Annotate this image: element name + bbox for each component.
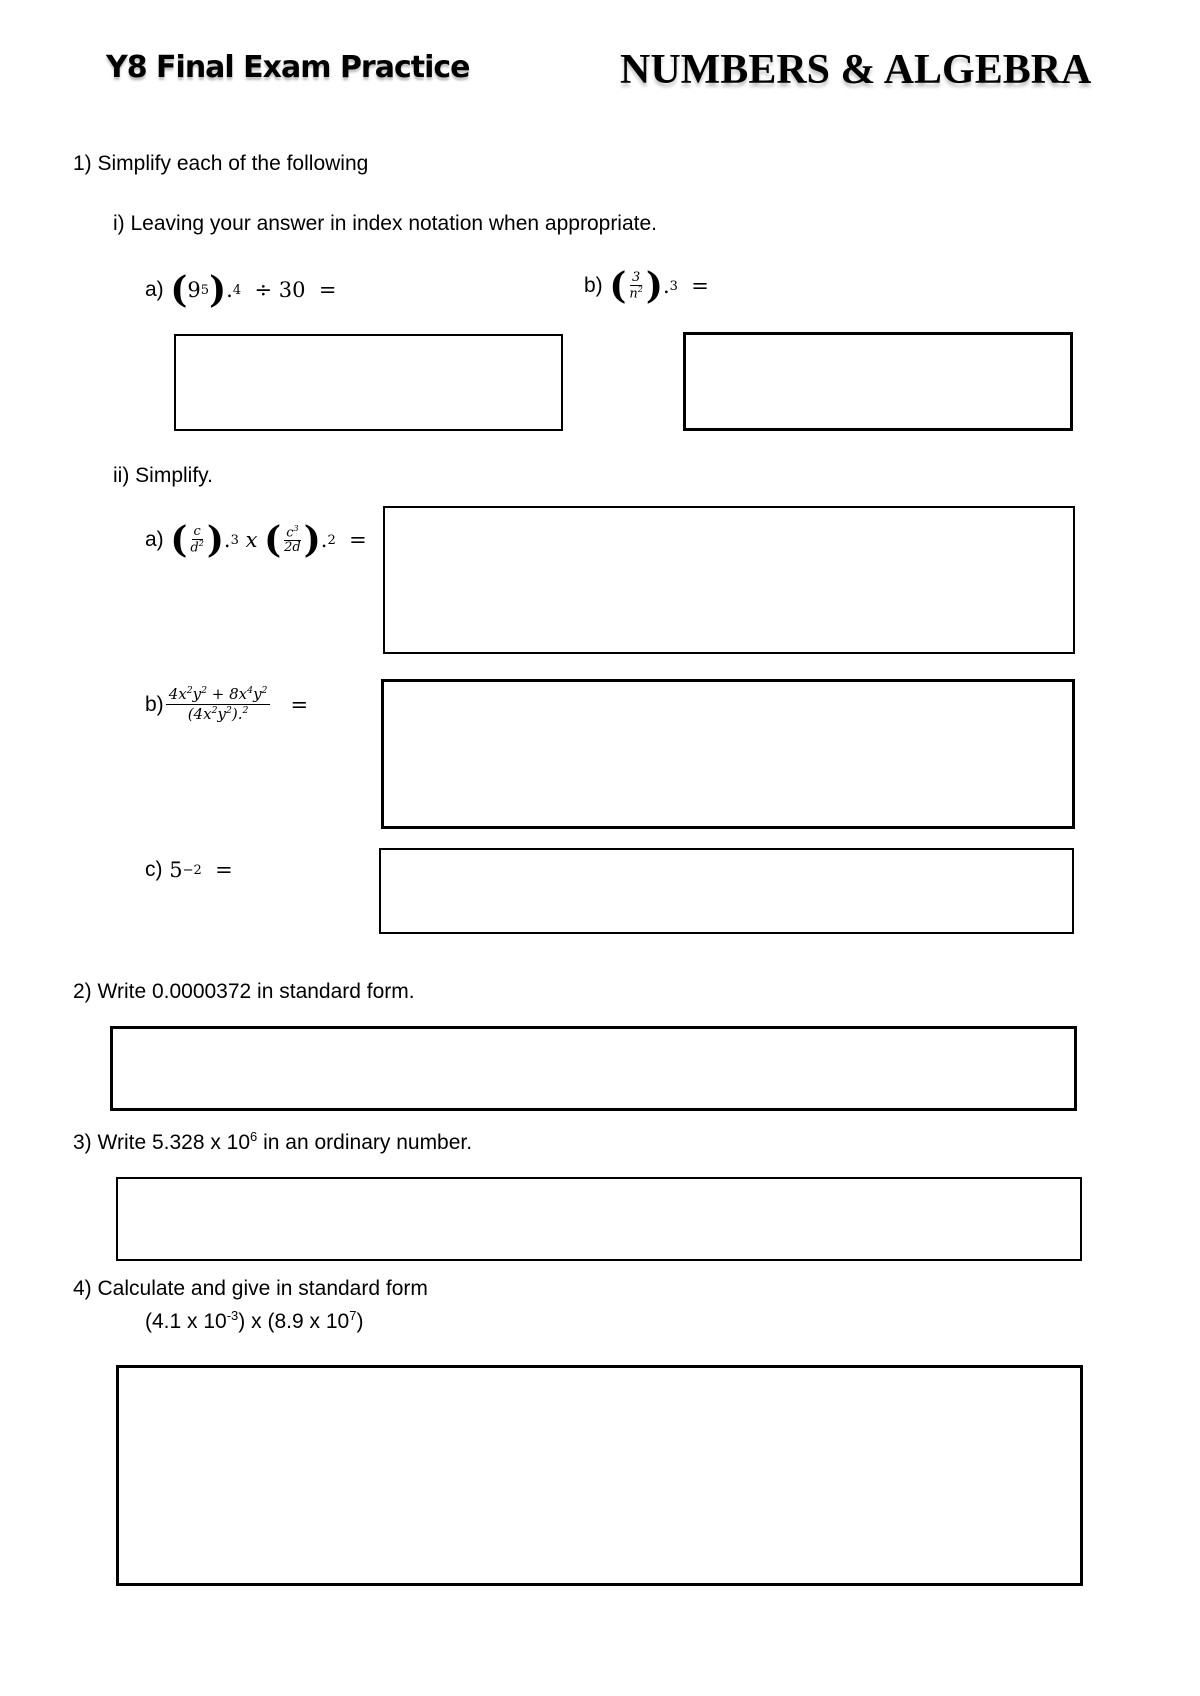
answer-box-q1-ii-c[interactable] (379, 848, 1074, 934)
answer-box-q2[interactable] (110, 1026, 1077, 1111)
q1-ii-a-f2-num (284, 525, 300, 541)
q1-ii-a-f1-den (188, 540, 205, 555)
answer-box-q4[interactable] (116, 1365, 1083, 1586)
q1-ii-a-eq: = (349, 528, 367, 552)
q1-ii-b-label: b) (145, 692, 164, 716)
q1-ii-a-fraction-1 (188, 525, 205, 555)
q1-i-b-label: b) (584, 274, 603, 297)
q1-ii-a-f1-den-var: d (190, 540, 199, 556)
q1-i-b-outer-exp: 3 (669, 278, 678, 294)
q1-i-a-op: ÷ 30 (254, 278, 306, 302)
q1-i-b-den-var: n (629, 286, 638, 302)
q1-ii-a-exp2: 2 (327, 532, 336, 548)
close-paren: ) (209, 269, 227, 311)
open-paren: ( (170, 269, 188, 311)
q1-ii-a-f2-num-var: c (286, 525, 294, 541)
q1-ii-a-f2-num-exp: 3 (293, 524, 299, 534)
exp: 2 (201, 685, 208, 696)
close-paren: ) (645, 265, 663, 307)
q1-ii-b-denominator (185, 705, 252, 723)
q1-ii-c-eq: = (215, 858, 233, 882)
q2-text: 2) Write 0.0000372 in standard form. (73, 980, 415, 1003)
exp: 2 (211, 705, 218, 717)
q4-expr-b: ) x (8.9 x 10 (238, 1310, 350, 1333)
exp: 2 (225, 705, 232, 717)
answer-box-q3[interactable] (116, 1177, 1082, 1261)
exp: 2 (186, 685, 193, 696)
q1-ii-a-exp1: 3 (230, 532, 239, 548)
q1-ii-c-exp: −2 (182, 862, 202, 878)
answer-box-q1-i-b[interactable] (683, 332, 1073, 431)
q1-ii-a-f1-den-exp: 2 (198, 538, 204, 548)
term: (4x (187, 705, 212, 724)
q1-i-b-num: 3 (632, 270, 641, 286)
q3-pre: 3) Write 5.328 x 10 (73, 1131, 251, 1154)
q1-ii-a-f1-num: c (193, 524, 201, 540)
q1-part-ii-heading: ii) Simplify. (113, 464, 213, 487)
q1-i-b-expression: b) ( $\frac{3}{n^2}$ ) . 3 = (584, 265, 709, 307)
term: y (192, 685, 202, 703)
q1-ii-b-expression (145, 686, 308, 724)
right-title: NUMBERS & ALGEBRA (620, 47, 1092, 93)
q4-expression (145, 1308, 363, 1334)
q3-post: in an ordinary number. (257, 1131, 473, 1154)
q1-i-a-base: 9 (187, 278, 201, 302)
q1-i-b-fraction (627, 271, 645, 301)
term: 4x (168, 685, 187, 703)
answer-box-q1-ii-a[interactable] (383, 506, 1075, 654)
exp: 2 (261, 685, 268, 696)
q4-heading: 4) Calculate and give in standard form (73, 1277, 428, 1300)
q1-i-a-expression: a) ( 9 5 ) . 4 ÷ 30 = (145, 269, 337, 311)
q1-ii-b-eq: = (290, 692, 309, 717)
term: y (253, 685, 262, 703)
q4-expr-a: (4.1 x 10 (145, 1310, 227, 1333)
open-paren: ( (170, 519, 188, 561)
q3-exp: 6 (250, 1129, 258, 1144)
q4-expr-c: ) (356, 1310, 364, 1333)
q1-ii-a-expression: a) ( $\frac{c}{d^2}$ ) . 3 x ( $\frac{c^3}{2d}$ ) . 2 = (145, 519, 367, 561)
exp: 4 (247, 685, 254, 696)
exp: 2 (242, 705, 249, 717)
q1-i-b-den-exp: 2 (637, 284, 643, 294)
q1-i-b-den (627, 286, 645, 301)
term: ). (231, 705, 243, 724)
q3-text (73, 1129, 472, 1155)
q1-part-i-heading: i) Leaving your answer in index notation when appropriate. (113, 212, 658, 235)
q1-ii-c-expression (145, 858, 233, 882)
open-paren: ( (609, 265, 627, 307)
q4-exp-a: -3 (226, 1308, 239, 1323)
answer-box-q1-ii-b[interactable] (381, 679, 1075, 829)
term: + 8x (207, 685, 248, 703)
answer-box-q1-i-a[interactable] (174, 334, 563, 431)
close-paren: ) (206, 519, 224, 561)
q1-ii-c-base: 5 (169, 858, 183, 882)
q1-i-b-eq: = (691, 274, 709, 298)
q1-ii-c-label: c) (145, 858, 163, 881)
q1-i-a-outer-exp: 4 (232, 282, 242, 298)
close-paren: ) (303, 519, 321, 561)
term: y (217, 705, 226, 724)
q1-ii-b-fraction (166, 686, 271, 724)
q1-i-a-label: a) (145, 278, 164, 301)
q1-ii-a-label: a) (145, 528, 164, 551)
q1-ii-b-numerator (166, 686, 271, 705)
q1-ii-a-f2-den: 2d (284, 540, 301, 556)
q4-exp-b: 7 (349, 1308, 357, 1323)
open-paren: ( (264, 519, 282, 561)
left-title: Y8 Final Exam Practice (106, 50, 470, 85)
q1-heading: 1) Simplify each of the following (73, 152, 369, 175)
q1-ii-a-fraction-2 (282, 525, 303, 555)
q1-i-a-eq: = (318, 278, 337, 302)
q1-ii-a-times: x (245, 528, 258, 552)
q1-i-a-inner-exp: 5 (200, 282, 210, 298)
